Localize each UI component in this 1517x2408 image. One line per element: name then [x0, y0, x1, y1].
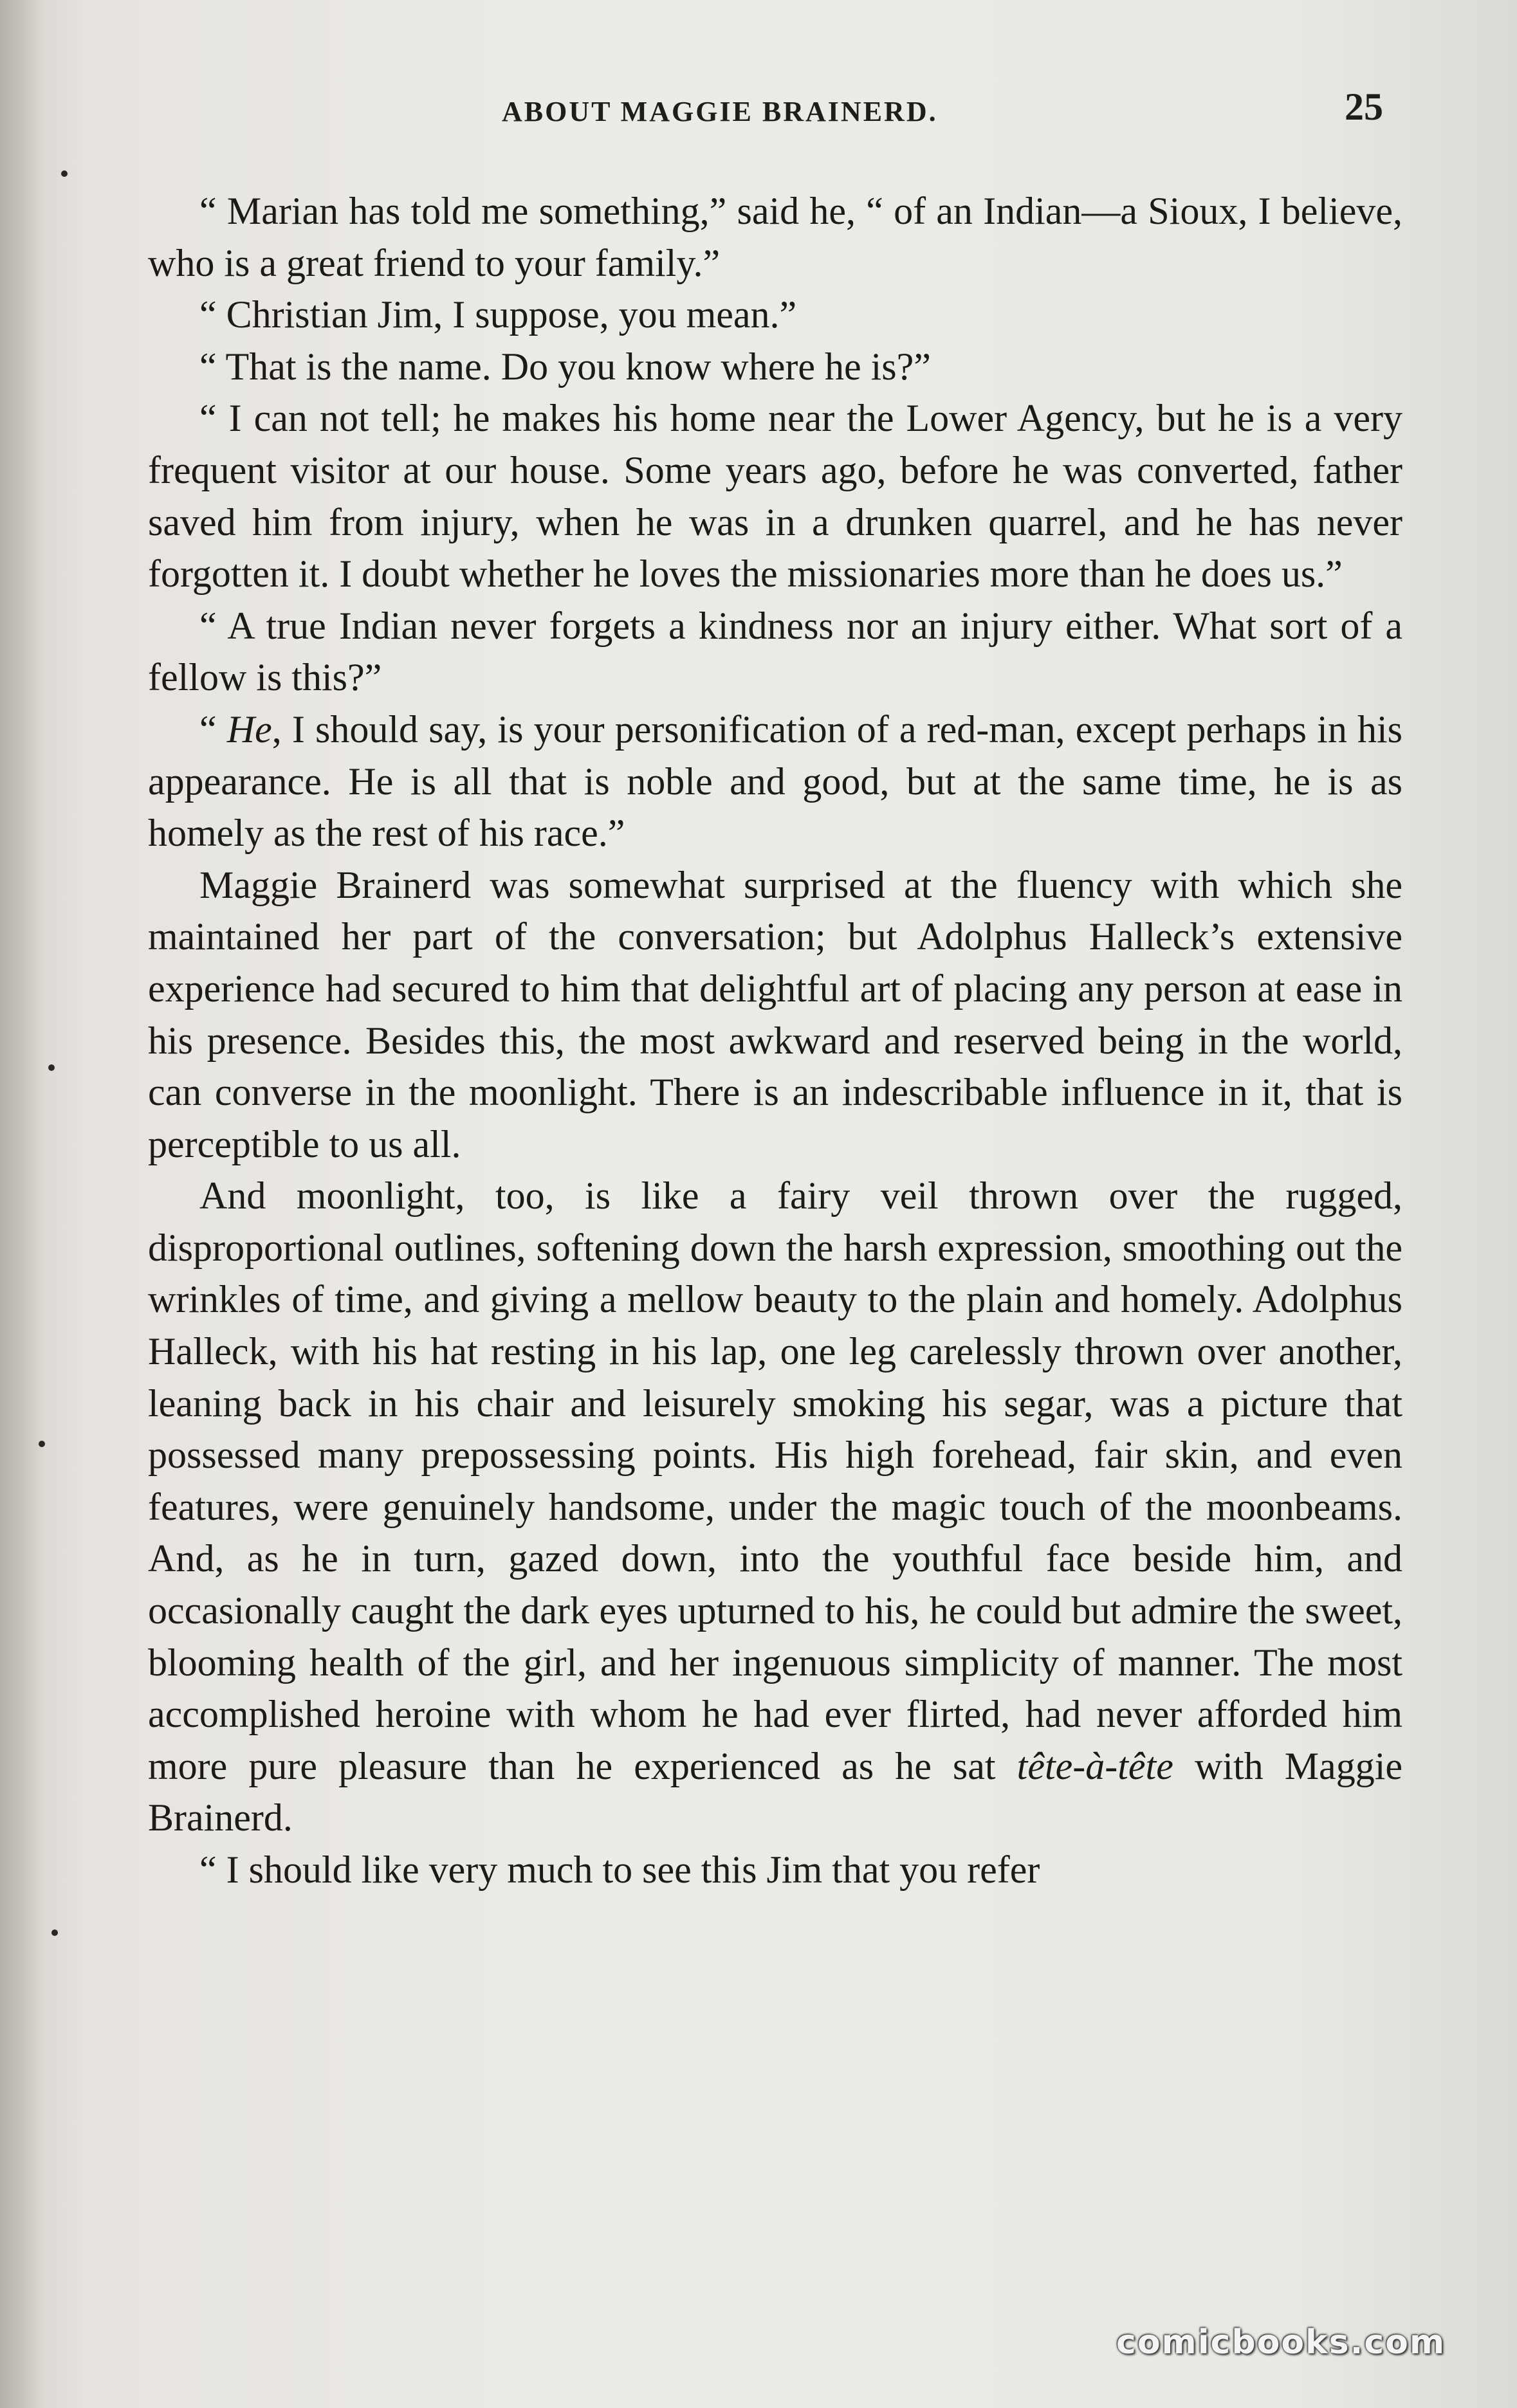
page-header: [0, 84, 1517, 141]
body-text: [148, 185, 1402, 1896]
page-number: 25: [1345, 86, 1383, 128]
paragraph-6: “ He, I should say, is your personification of a red-man, except perhaps in his appearance. He is all that is noble and good, but at the same time, he is as homely as the rest of his race.”: [148, 707, 1402, 855]
paragraph-2: “ Christian Jim, I suppose, you mean.”: [199, 293, 797, 336]
running-head: ABOUT MAGGIE BRAINERD.: [502, 96, 938, 127]
ink-speck: [51, 1929, 58, 1936]
paragraph-1: “ Marian has told me something,” said he, “ of an Indian—a Sioux, I believe, who is a great friend to your family.”: [148, 190, 1402, 284]
paragraph-4: “ I can not tell; he makes his home near the Lower Agency, but he is a very frequent visitor at our house. Some years ago, before he was converted, father saved him from injury, when he was in a drunken quarrel, and he has never forgotten it. I doubt whether he loves the missionaries more than he does us.”: [148, 397, 1402, 596]
paragraph-5: “ A true Indian never forgets a kindness nor an injury either. What sort of a fellow is this?”: [148, 604, 1402, 699]
italic-word: tête-à-tête: [1016, 1744, 1173, 1787]
paragraph-7: Maggie Brainerd was somewhat surprised at the fluency with which she maintained her part of the conversation; but Adolphus Halleck’s extensive experience had secured to him that delightful art of placing any person at ease in his presence. Besides this, the most awkward and reserved being in the world, can converse in the moonlight. There is an indescribable influence in it, that is perceptible to us all.: [148, 863, 1402, 1165]
ink-speck: [39, 1441, 45, 1447]
ink-speck: [48, 1064, 55, 1071]
paragraph-8: And moonlight, too, is like a fairy veil thrown over the rugged, disproportional outlines, softening down the harsh expression, smoothing out the wrinkles of time, and giving a mellow beauty to the plain and homely. Adolphus Halleck, with his hat resting in his lap, one leg carelessly thrown over another, leaning back in his chair and leisurely smoking his segar, was a picture that possessed many prepossessing points. His high forehead, fair skin, and even features, were genuinely handsome, under the magic touch of the moonbeams. And, as he in turn, gazed down, into the youthful face beside him, and occasionally caught the dark eyes upturned to his, he could but admire the sweet, blooming health of the girl, and her ingenuous simplicity of manner. The most accomplished heroine with whom he had ever flirted, had never afforded him more pure pleasure than he experienced as he sat tête-à-tête with Maggie Brainerd.: [148, 1174, 1402, 1839]
paragraph-9: “ I should like very much to see this Jim that you refer: [199, 1848, 1040, 1891]
binding-shadow: [0, 0, 45, 2408]
watermark: comicbooks.com: [1116, 2323, 1446, 2362]
ink-speck: [61, 170, 68, 177]
italic-word: He: [226, 707, 272, 751]
paragraph-3: “ That is the name. Do you know where he is?”: [199, 345, 931, 388]
